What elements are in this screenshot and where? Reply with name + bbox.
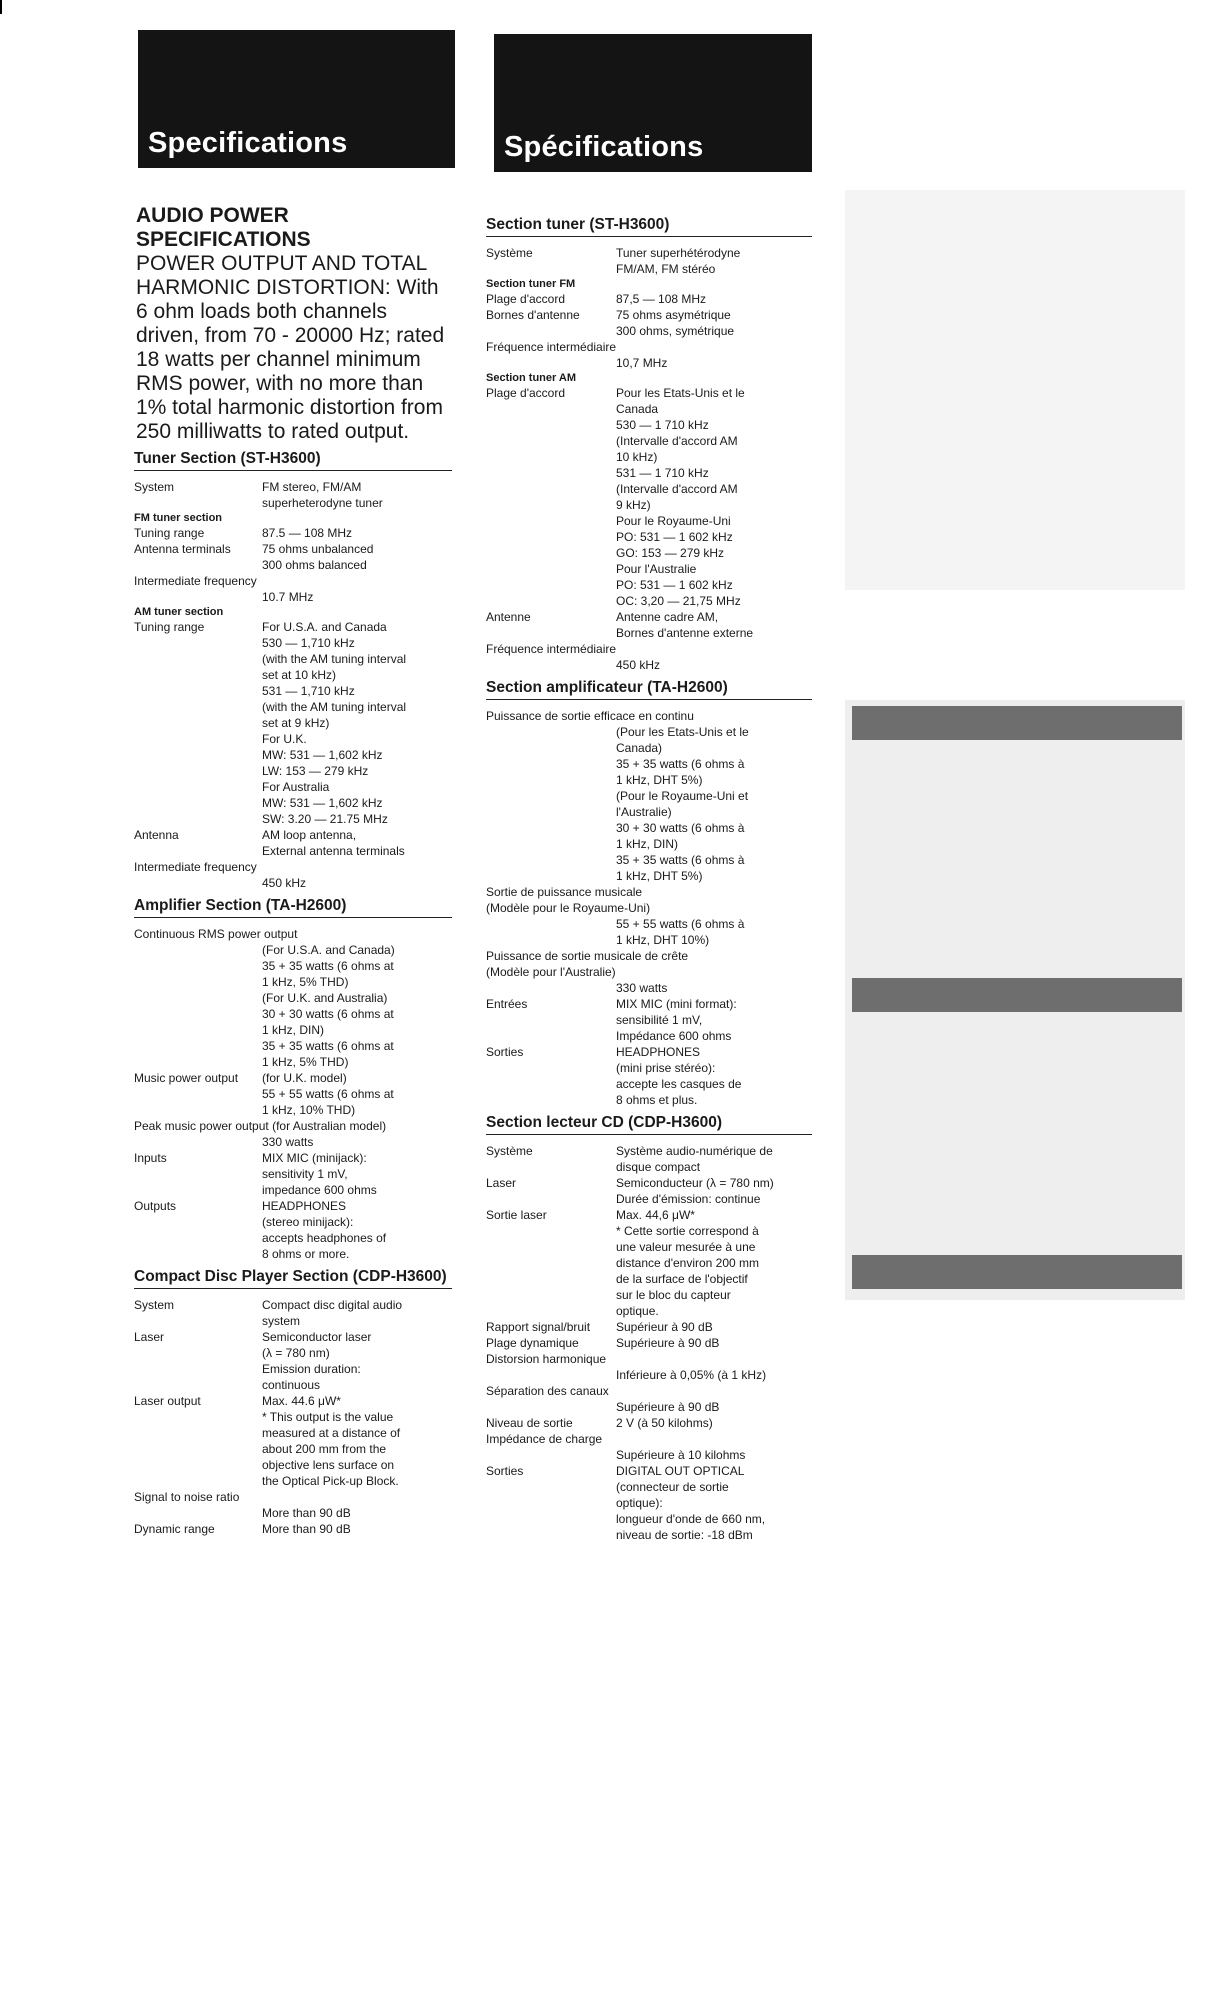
spec-value: Supérieure à 90 dB [616, 1400, 720, 1414]
am-tuner-heading-fr: Section tuner AM [486, 372, 577, 384]
spec-row [134, 1086, 452, 1118]
french-column [482, 210, 812, 1543]
spec-row [134, 619, 452, 827]
spec-label: Niveau de sortie [486, 1416, 573, 1430]
spec-value: Inférieure à 0,05% (à 1 kHz) [616, 1368, 767, 1382]
spec-value: 87,5 — 108 MHz [616, 292, 707, 306]
spec-row [134, 859, 452, 891]
spec-note: (for U.K. model) [262, 1071, 347, 1085]
spec-row [486, 385, 812, 609]
spec-row [486, 1415, 812, 1431]
spec-label: Séparation des canaux [486, 1384, 609, 1398]
bleed-through-strip [852, 1255, 1182, 1289]
spec-row [134, 1329, 452, 1393]
spec-value: 330 watts [616, 981, 668, 995]
spec-label: Plage dynamique [486, 1336, 579, 1350]
spec-row [486, 245, 812, 277]
spec-row [134, 1489, 452, 1521]
spec-label: Peak music power output (for Australian model) [134, 1119, 387, 1133]
audio-power-body: POWER OUTPUT AND TOTAL HARMONIC DISTORTION: With 6 ohm loads both channels driven, from 70 - 20000 Hz; rated 18 watts per channel minimum RMS power, with no more than 1% total harmonic distortion from 250 milliwatts to rated output. [136, 252, 445, 443]
spec-label: Tuning range [134, 526, 205, 540]
spec-row [486, 1351, 812, 1383]
spec-label: Intermediate frequency [134, 574, 257, 588]
spec-label: Intermediate frequency [134, 860, 257, 874]
spec-label: Signal to noise ratio [134, 1490, 240, 1504]
spec-row [486, 1335, 812, 1351]
spec-label: Fréquence intermédiaire [486, 340, 617, 354]
spec-value: MIX MIC (mini format): sensibilité 1 mV, Impédance 600 ohms [616, 997, 737, 1043]
spec-row [134, 1297, 452, 1329]
spec-row [486, 609, 812, 641]
spec-row [486, 948, 812, 996]
spec-row [134, 573, 452, 605]
spec-row [486, 708, 812, 884]
spec-row [486, 1431, 812, 1463]
spec-row [486, 641, 812, 673]
spec-label: Entrées [486, 997, 528, 1011]
spec-label: Dynamic range [134, 1522, 215, 1536]
spec-value: 55 + 55 watts (6 ohms à 1 kHz, DHT 10%) [616, 917, 745, 947]
amplifier-section-title-fr: Section amplificateur (TA-H2600) [486, 679, 812, 700]
amplifier-section-title: Amplifier Section (TA-H2600) [134, 897, 452, 918]
cd-section-title: Compact Disc Player Section (CDP-H3600) [134, 1268, 452, 1289]
tuner-section-title: Tuner Section (ST-H3600) [134, 450, 452, 471]
spec-row [134, 1150, 452, 1198]
spec-row [486, 1383, 812, 1415]
spec-label: Plage d'accord [486, 292, 566, 306]
scan-edge-mark [0, 0, 2, 14]
spec-label: Système [486, 1144, 533, 1158]
spec-label: Plage d'accord [486, 386, 566, 400]
spec-label: Impédance de charge [486, 1432, 603, 1446]
spec-value: Semiconductor laser (λ = 780 nm) Emission duration: continuous [262, 1330, 372, 1392]
spec-label: Sorties [486, 1464, 524, 1478]
spec-value: Supérieure à 10 kilohms [616, 1448, 746, 1462]
spec-row [134, 827, 452, 859]
spec-value: 450 kHz [616, 658, 661, 672]
spec-row [486, 1143, 812, 1175]
spec-row [486, 1463, 812, 1543]
spec-row [134, 1198, 452, 1262]
banner-specifications-fr [494, 34, 812, 172]
spec-row [486, 307, 812, 339]
spec-row [134, 1393, 452, 1489]
spec-label: Système [486, 246, 533, 260]
am-tuner-heading: AM tuner section [134, 606, 224, 618]
spec-value: Système audio-numérique de disque compact [616, 1144, 773, 1174]
spec-value: Supérieure à 90 dB [616, 1336, 720, 1350]
spec-value: 87.5 — 108 MHz [262, 526, 353, 540]
spec-row [134, 1521, 452, 1537]
banner-title-fr: Spécifications [504, 131, 704, 163]
spec-value: (Pour les Etats-Unis et le Canada) 35 + 35 watts (6 ohms à 1 kHz, DHT 5%) (Pour le Royaume-Uni et l'Australie) 30 + 30 watts (6 ohms à 1 kHz, DIN) 35 + 35 watts (6 ohms à 1 kHz, DHT 5%) [616, 725, 749, 883]
spec-row [486, 996, 812, 1044]
spec-label: Bornes d'antenne [486, 308, 580, 322]
spec-value: FM stereo, FM/AM superheterodyne tuner [262, 480, 383, 510]
spec-value: 450 kHz [262, 876, 307, 890]
bleed-through-strip [852, 706, 1182, 740]
spec-label: Laser output [134, 1394, 201, 1408]
spec-label: Puissance de sortie musicale de crête (Modèle pour l'Australie) [486, 949, 689, 979]
banner-specifications-en [138, 30, 455, 168]
spec-value: 10.7 MHz [262, 590, 314, 604]
spec-label: Sortie laser [486, 1208, 547, 1222]
bleed-through-strip [852, 978, 1182, 1012]
spec-label: Fréquence intermédiaire [486, 642, 617, 656]
spec-value: 2 V (à 50 kilohms) [616, 1416, 713, 1430]
spec-label: Sorties [486, 1045, 524, 1059]
spec-value: For U.S.A. and Canada 530 — 1,710 kHz (with the AM tuning interval set at 10 kHz) 531 — 1,710 kHz (with the AM tuning interval set at 9 kHz) For U.K. MW: 531 — 1,602 kHz LW: 153 — 279 kHz For Australia MW: 531 — 1,602 kHz SW: 3.20 — 21.75 MHz [262, 620, 407, 826]
audio-power-title: AUDIO POWER SPECIFICATIONS [136, 204, 311, 251]
spec-value: 10,7 MHz [616, 356, 668, 370]
spec-label: Antenna terminals [134, 542, 231, 556]
spec-label: Music power output [134, 1071, 239, 1085]
spec-value: MIX MIC (minijack): sensitivity 1 mV, impedance 600 ohms [262, 1151, 377, 1197]
spec-label: Tuning range [134, 620, 205, 634]
spec-value: More than 90 dB [262, 1506, 351, 1520]
english-column [130, 204, 452, 1537]
spec-value: Supérieur à 90 dB [616, 1320, 713, 1334]
spec-label: Continuous RMS power output [134, 927, 298, 941]
spec-label: Laser [486, 1176, 517, 1190]
spec-row [486, 1044, 812, 1108]
bleed-through-area-top [845, 190, 1185, 590]
spec-value: Pour les Etats-Unis et le Canada 530 — 1 710 kHz (Intervalle d'accord AM 10 kHz) 531 — 1 710 kHz (Intervalle d'accord AM 9 kHz) Pour le Royaume-Uni PO: 531 — 1 602 kHz GO: 153 — 279 kHz Pour l'Australie PO: 531 — 1 602 kHz OC: 3,20 — 21,75 MHz [616, 386, 745, 608]
spec-label: System [134, 1298, 175, 1312]
spec-value: More than 90 dB [262, 1522, 351, 1536]
spec-value: DIGITAL OUT OPTICAL (connecteur de sortie optique): longueur d'onde de 660 nm, niveau de sortie: -18 dBm [616, 1464, 766, 1542]
spec-value: 55 + 55 watts (6 ohms at 1 kHz, 10% THD) [262, 1087, 394, 1117]
spec-value: Max. 44.6 μW* * This output is the value measured at a distance of about 200 mm from the objective lens surface on the Optical Pick-up Block. [262, 1394, 401, 1488]
spec-value: Antenne cadre AM, Bornes d'antenne externe [616, 610, 754, 640]
spec-value: (For U.S.A. and Canada) 35 + 35 watts (6 ohms at 1 kHz, 5% THD) (For U.K. and Australia) 30 + 30 watts (6 ohms at 1 kHz, DIN) 35 + 35 watts (6 ohms at 1 kHz, 5% THD) [262, 943, 395, 1069]
spec-value: 75 ohms asymétrique 300 ohms, symétrique [616, 308, 735, 338]
spec-value: HEADPHONES (stereo minijack): accepts headphones of 8 ohms or more. [262, 1199, 387, 1261]
spec-label: Laser [134, 1330, 165, 1344]
spec-row [486, 1175, 812, 1207]
spec-value: Max. 44,6 μW* * Cette sortie correspond à une valeur mesurée à une distance d'environ 200 mm de la surface de l'objectif sur le bloc du capteur optique. [616, 1208, 760, 1318]
spec-row [486, 291, 812, 307]
spec-value: Semiconducteur (λ = 780 nm) Durée d'émission: continue [616, 1176, 774, 1206]
spec-label: Puissance de sortie efficace en continu [486, 709, 694, 723]
spec-row [134, 479, 452, 511]
spec-value: HEADPHONES (mini prise stéréo): accepte les casques de 8 ohms et plus. [616, 1045, 742, 1107]
spec-label: Inputs [134, 1151, 167, 1165]
fm-tuner-heading: FM tuner section [134, 512, 223, 524]
tuner-section-title-fr: Section tuner (ST-H3600) [486, 216, 812, 237]
spec-row [486, 339, 812, 371]
spec-row [486, 1207, 812, 1319]
spec-value: 75 ohms unbalanced 300 ohms balanced [262, 542, 374, 572]
fm-tuner-heading-fr: Section tuner FM [486, 278, 576, 290]
spec-label: System [134, 480, 175, 494]
spec-value: AM loop antenna, External antenna terminals [262, 828, 405, 858]
spec-label: Antenne [486, 610, 531, 624]
spec-label: Rapport signal/bruit [486, 1320, 591, 1334]
spec-row [134, 525, 452, 541]
spec-label: Antenna [134, 828, 179, 842]
spec-row [134, 541, 452, 573]
spec-row [486, 884, 812, 948]
banner-title-en: Specifications [148, 127, 348, 159]
spec-value: 330 watts [262, 1135, 314, 1149]
spec-label: Sortie de puissance musicale (Modèle pour le Royaume-Uni) [486, 885, 651, 915]
spec-row [134, 1118, 452, 1150]
spec-row [134, 1070, 452, 1086]
spec-row [134, 926, 452, 1070]
spec-label: Distorsion harmonique [486, 1352, 607, 1366]
spec-label: Outputs [134, 1199, 177, 1213]
spec-value: Tuner superhétérodyne FM/AM, FM stéréo [616, 246, 741, 276]
spec-value: Compact disc digital audio system [262, 1298, 403, 1328]
cd-section-title-fr: Section lecteur CD (CDP-H3600) [486, 1114, 812, 1135]
spec-row [486, 1319, 812, 1335]
